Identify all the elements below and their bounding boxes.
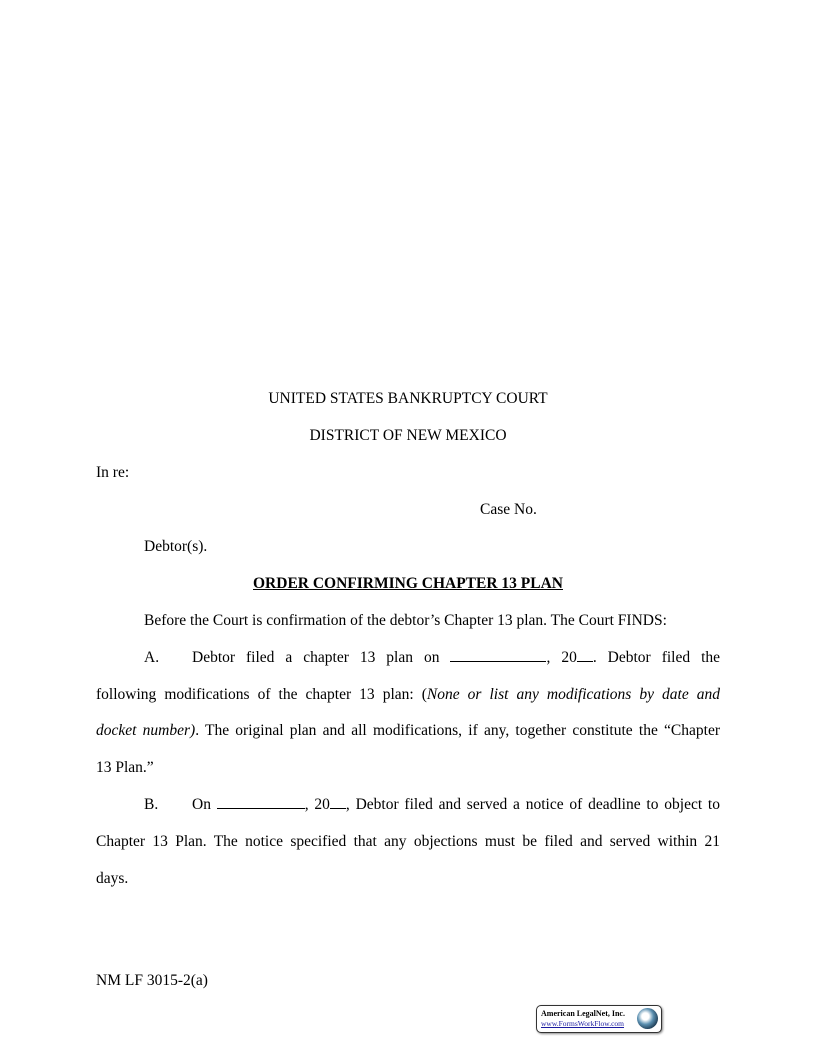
para-a-line-3: docket number). The original plan and all modifications, if any, together constitute the “Chapter xyxy=(96,722,720,739)
court-name: UNITED STATES BANKRUPTCY COURT xyxy=(268,390,548,407)
para-a-line-4: 13 Plan.” xyxy=(96,759,154,776)
intro-text: Before the Court is confirmation of the debtor’s Chapter 13 plan. The Court FINDS: xyxy=(144,612,667,629)
in-re-label: In re: xyxy=(96,464,130,481)
para-b-line-3: days. xyxy=(96,870,129,887)
form-id: NM LF 3015-2(a) xyxy=(96,972,208,989)
para-b-line-1: B. On , 20 , Debtor filed and served a notice of deadline to object to xyxy=(144,796,720,813)
logo-name: American LegalNet, Inc. xyxy=(541,1009,625,1018)
american-legalnet-logo[interactable] xyxy=(536,1005,662,1033)
para-a-line-2: following modifications of the chapter 13 plan: (None or list any modifications by date and xyxy=(96,686,720,703)
year-blank[interactable] xyxy=(330,794,346,809)
date-blank[interactable] xyxy=(450,647,546,662)
debtors-label: Debtor(s). xyxy=(144,538,208,555)
document-title: ORDER CONFIRMING CHAPTER 13 PLAN xyxy=(253,575,563,592)
date-blank[interactable] xyxy=(217,794,305,809)
year-blank[interactable] xyxy=(577,647,593,662)
para-a-line-1: A. Debtor filed a chapter 13 plan on , 20 . Debtor filed the xyxy=(144,649,721,666)
case-number-label: Case No. xyxy=(480,501,537,518)
logo-url[interactable]: www.FormsWorkFlow.com xyxy=(541,1019,625,1028)
court-district: DISTRICT OF NEW MEXICO xyxy=(309,427,507,444)
para-b-line-2: Chapter 13 Plan. The notice specified that any objections must be filed and served within 21 xyxy=(96,833,720,850)
globe-icon xyxy=(637,1008,658,1029)
